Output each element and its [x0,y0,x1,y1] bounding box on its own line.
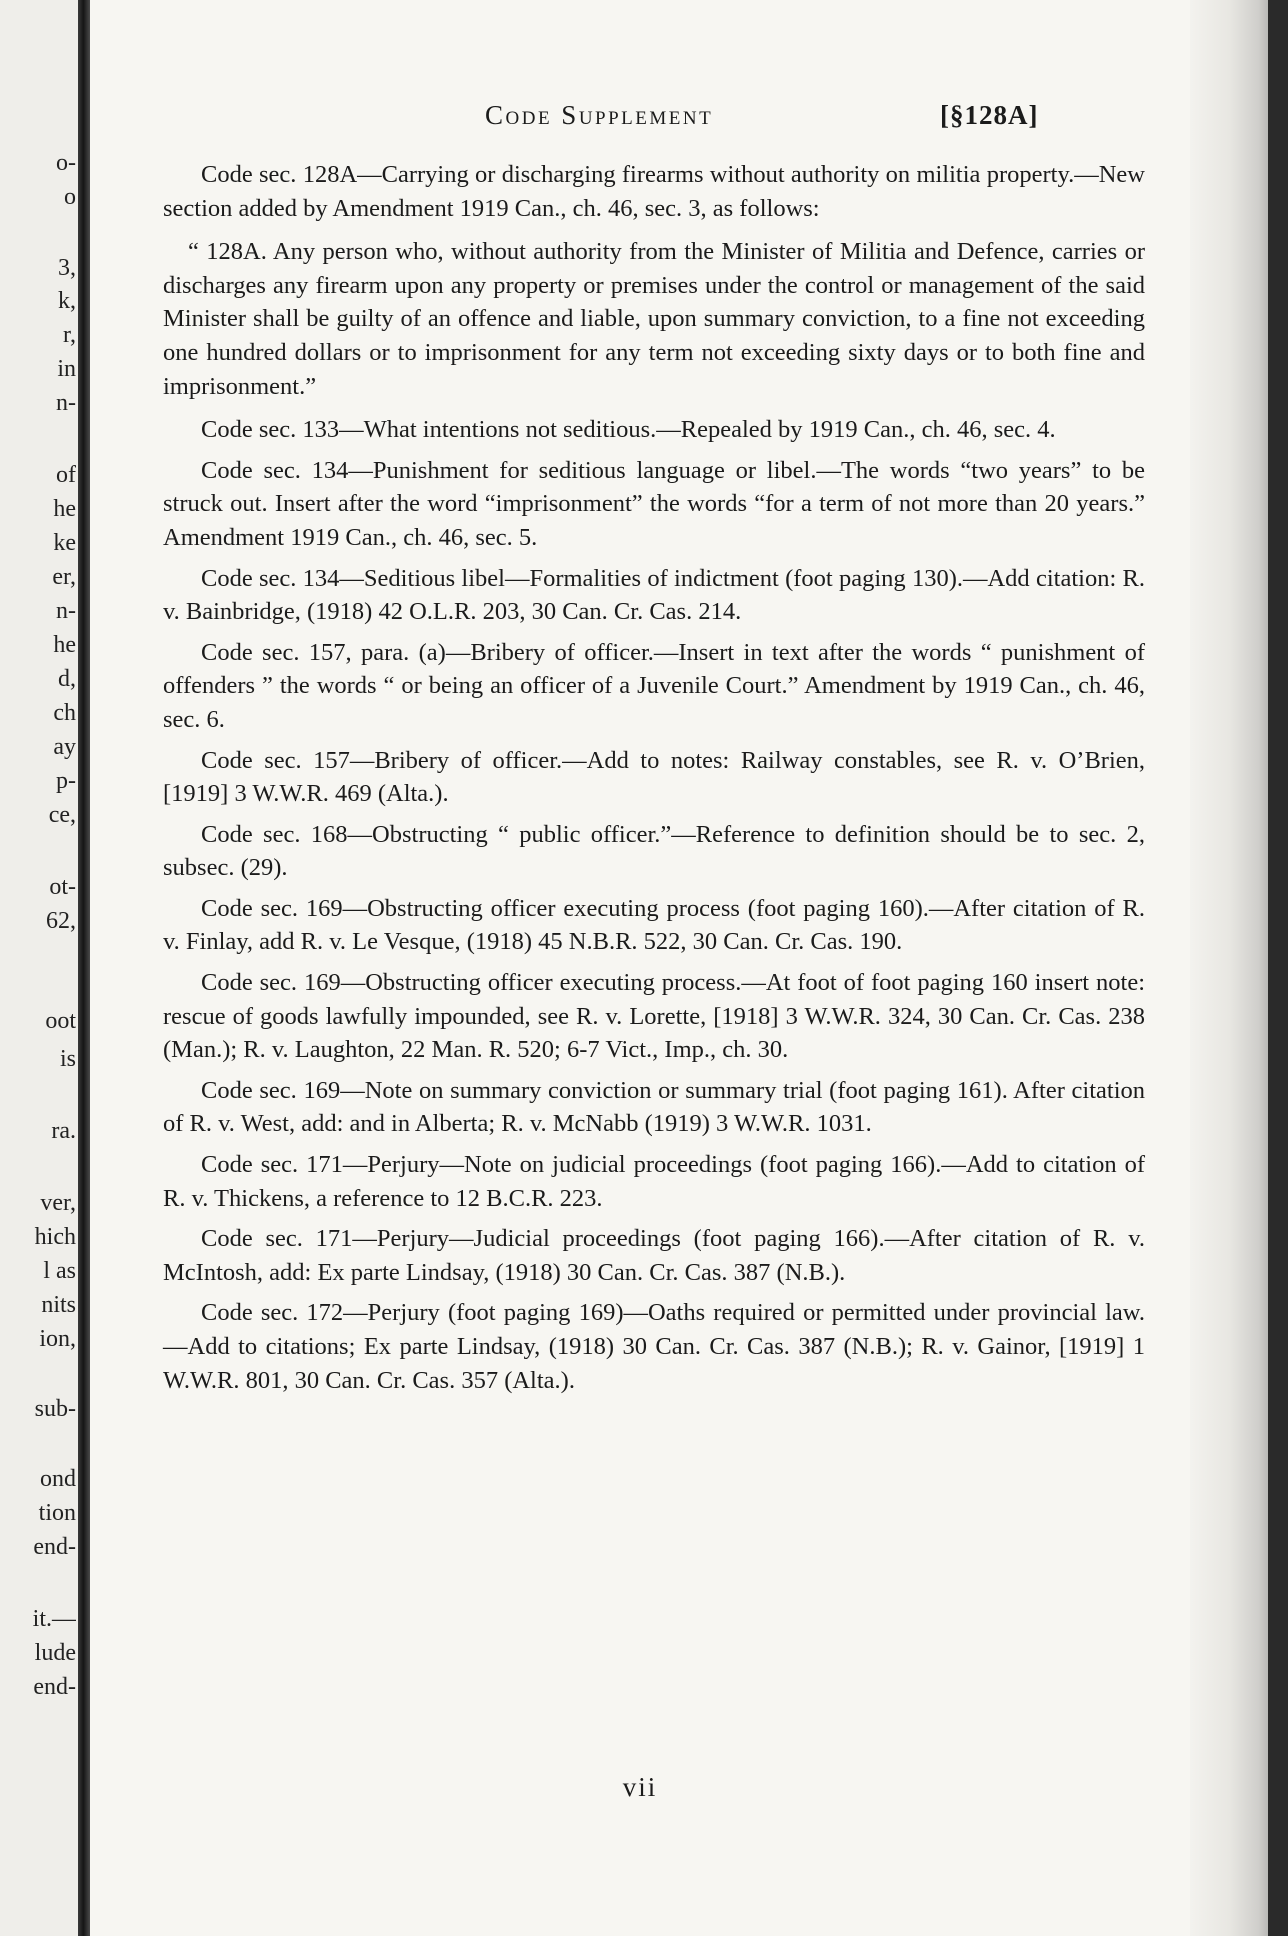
facing-page-fragment: lude [34,1640,76,1666]
paragraph: Code sec. 169—Obstructing officer executing process.—At foot of foot paging 160 insert note: rescue of goods lawfully impounded, see R. v. Lorette, [1918] 3 W.W.R. 324, 30 Can. Cr. Cas. 238 (Man.); R. v. Laughton, 22 Man. R. 520; 6-7 Vict., Imp., ch. 30. [163,969,1145,1064]
facing-page-fragment: ch [53,700,76,726]
paragraph: Code sec. 133—What intentions not seditious.—Repealed by 1919 Can., ch. 46, sec. 4. [201,416,1056,444]
running-title: Code Supplement [485,100,714,130]
facing-page-fragment: tion [38,1500,76,1526]
paragraph: Code sec. 171—Perjury—Note on judicial proceedings (foot paging 166).—Add to citation of R. v. Thickens, a reference to 12 B.C.R. 223. [163,1151,1145,1212]
facing-page-fragment: end- [33,1674,76,1700]
facing-page-fragment: ond [40,1466,76,1492]
quoted-section: “ 128A. Any person who, without authority from the Minister of Militia and Defence, carries or discharges any firearm upon any property or premises under the control or management of the said Minister shall be guilty of an offence and liable, upon summary conviction, to a fine not exceeding one hundred dollars or to imprisonment for any term not exceeding sixty days or to both fine and imprisonment.” [163,238,1145,400]
facing-page-fragment: ot- [49,874,76,900]
paragraph: Code sec. 128A—Carrying or discharging firearms without authority on militia property.—New section added by Amendment 1919 Can., ch. 46, sec. 3, as follows: [163,161,1145,222]
facing-page-fragment: it.— [32,1606,76,1632]
facing-page-fragment: sub- [34,1396,76,1422]
facing-page-fragment: r, [62,322,76,348]
paragraph: Code sec. 168—Obstructing “ public officer.”—Reference to definition should be to sec. 2, subsec. (29). [163,820,1145,882]
facing-page-fragment: end- [33,1534,76,1560]
facing-page-fragment: 3, [58,255,76,281]
facing-page-fragment: 62, [46,908,76,934]
section-marker: [§128A] [940,100,1039,130]
running-header [90,100,1190,140]
facing-page-fragment: ke [53,530,76,556]
scan-border [1268,0,1288,1936]
facing-page-fragment: of [56,462,76,488]
facing-page-fragment: he [53,496,76,522]
page-number: vii [622,1772,658,1802]
facing-page-fragment: d, [58,666,76,692]
paragraph: Code sec. 134—Seditious libel—Formalities of indictment (foot paging 130).—Add citation: R. v. Bainbridge, (1918) 42 O.L.R. 203, 30 Can. Cr. Cas. 214. [163,564,1145,626]
facing-page-fragment: ion, [39,1326,76,1352]
facing-page-fragment: ra. [51,1118,76,1144]
facing-page-fragment: in [57,356,76,382]
facing-page-fragment: n- [56,390,76,416]
paragraph: Code sec. 169—Note on summary conviction or summary trial (foot paging 161). After citation of R. v. West, add: and in Alberta; R. v. McNabb (1919) 3 W.W.R. 1031. [163,1076,1145,1138]
paragraph: Code sec. 157, para. (a)—Bribery of officer.—Insert in text after the words “ punishment of offenders ” the words “ or being an officer of a Juvenile Court.” Amendment by 1919 Can., ch. 46, sec. 6. [163,638,1145,733]
facing-page-fragment: o [64,184,76,210]
paragraph: Code sec. 169—Obstructing officer executing process (foot paging 160).—After citation of R. v. Finlay, add R. v. Le Vesque, (1918) 45 N.B.R. 522, 30 Can. Cr. Cas. 190. [163,894,1145,956]
facing-page-fragment: k, [58,288,76,314]
book-page [90,0,1190,1936]
paragraph: Code sec. 172—Perjury (foot paging 169)—Oaths required or permitted under provincial law.—Add to citations; Ex parte Lindsay, (1918) 30 Can. Cr. Cas. 387 (N.B.); R. v. Gainor, [1919] 1 W.W.R. 801, 30 Can. Cr. Cas. 357 (Alta.). [163,1299,1145,1394]
facing-page-fragment: oot [45,1008,76,1034]
facing-page-fragment: hich [34,1224,76,1250]
page-body [163,158,1145,1404]
facing-page-margin [0,0,78,1936]
facing-page-fragment: n- [56,598,76,624]
facing-page-fragment: ce, [48,802,76,828]
book-gutter [78,0,90,1936]
facing-page-fragment: er, [52,564,76,590]
paragraph: Code sec. 134—Punishment for seditious language or libel.—The words “two years” to be struck out. Insert after the word “imprisonment” the words “for a term of not more than 20 years.” Amendment 1919 Can., ch. 46, sec. 5. [163,456,1145,551]
facing-page-fragment: l as [43,1258,76,1284]
facing-page-fragment: o- [56,150,76,176]
facing-page-fragment: ver, [40,1190,76,1216]
facing-page-fragment: he [53,632,76,658]
paragraph: Code sec. 157—Bribery of officer.—Add to notes: Railway constables, see R. v. O’Brien, [1919] 3 W.W.R. 469 (Alta.). [163,746,1145,808]
facing-page-fragment: p- [56,768,76,794]
facing-page-fragment: nits [41,1292,76,1318]
facing-page-fragment: is [59,1046,76,1072]
paragraph: Code sec. 171—Perjury—Judicial proceedings (foot paging 166).—After citation of R. v. McIntosh, add: Ex parte Lindsay, (1918) 30 Can. Cr. Cas. 387 (N.B.). [163,1225,1145,1286]
facing-page-fragment: ay [53,734,76,760]
